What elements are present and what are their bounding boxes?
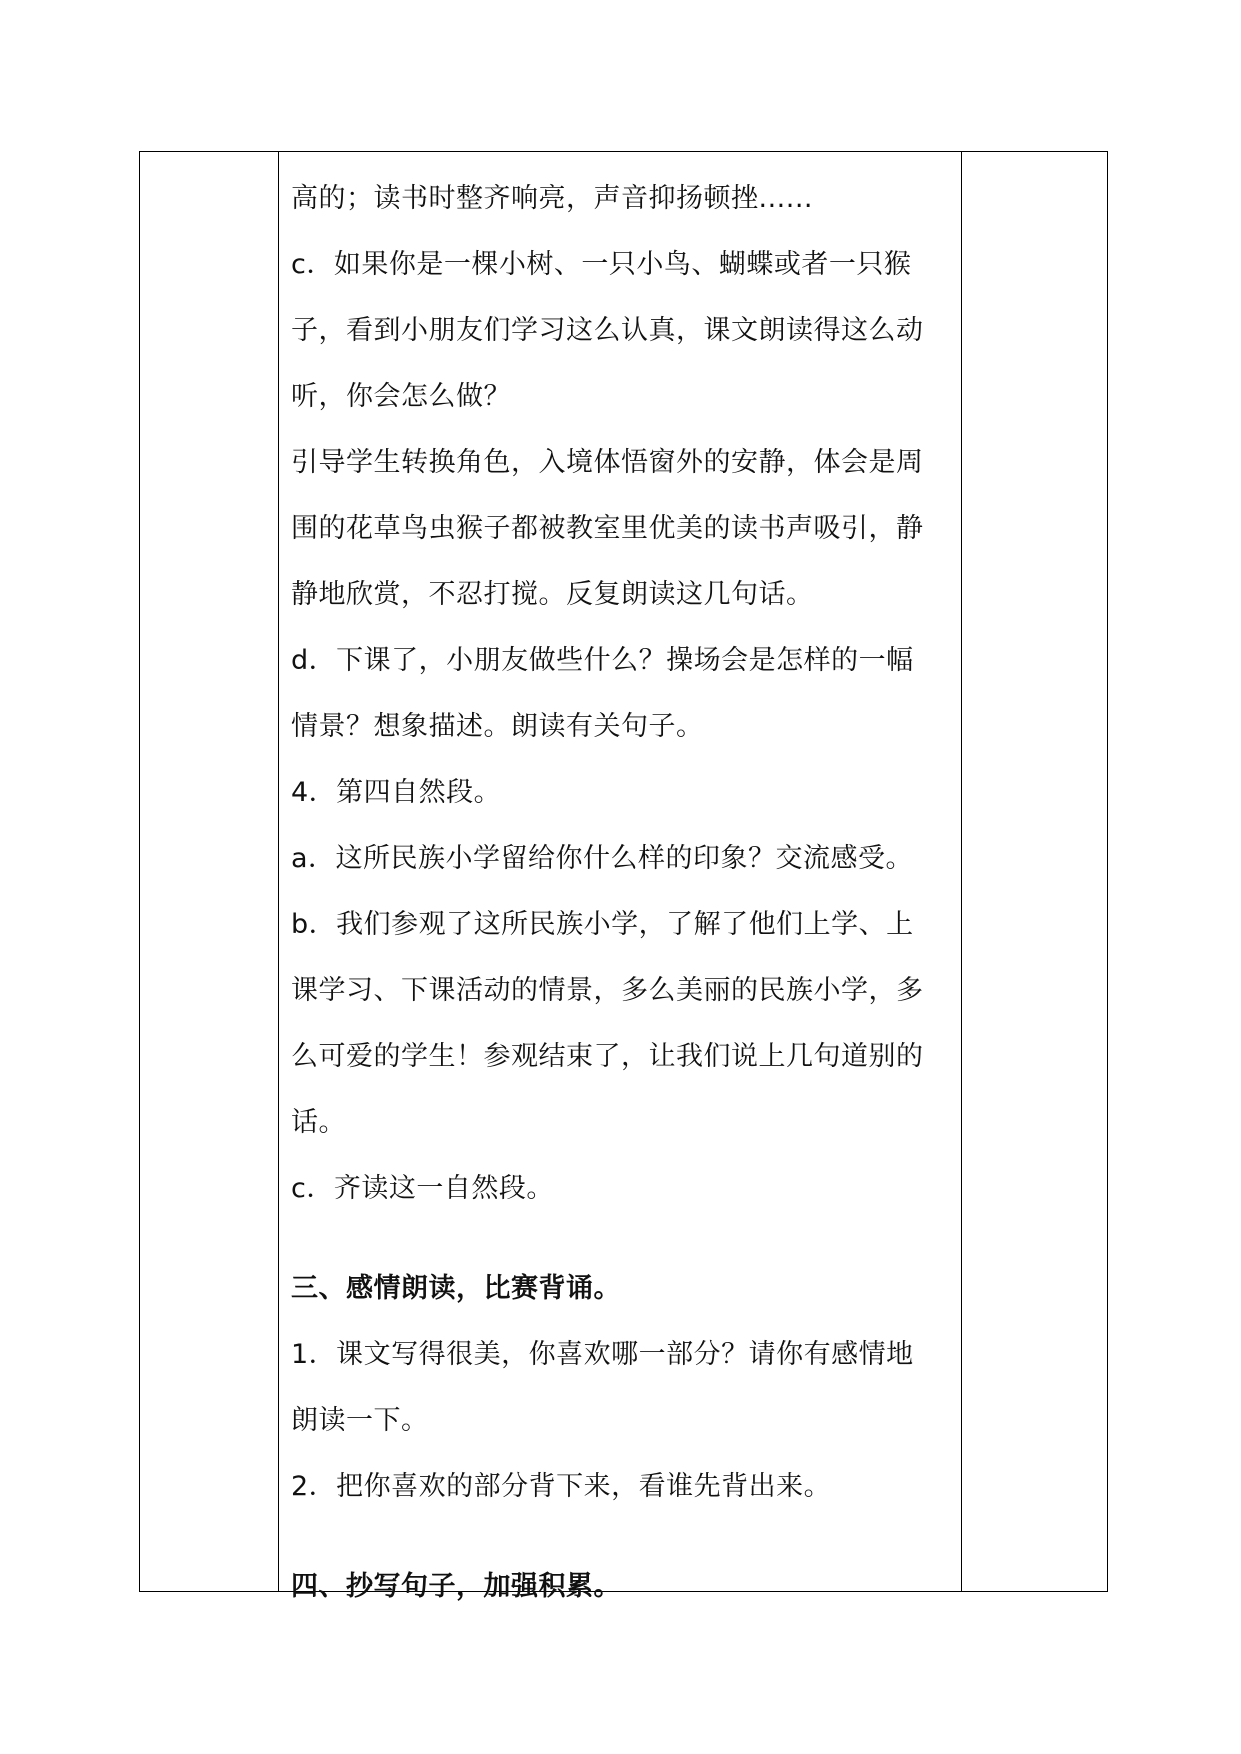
text-line: 听，你会怎么做？: [291, 381, 511, 412]
text-line: 2．把你喜欢的部分背下来，看谁先背出来。: [291, 1471, 832, 1502]
text-line: 引导学生转换角色，入境体悟窗外的安静，体会是周: [291, 447, 924, 478]
left-column-cell: [140, 152, 279, 1591]
text-line: b．我们参观了这所民族小学，了解了他们上学、上: [291, 909, 914, 940]
main-content-cell: [279, 152, 962, 1602]
text-line: 4．第四自然段。: [291, 777, 502, 808]
section-heading-4: 四、抄写句子，加强积累。: [291, 1571, 621, 1602]
section-spacer: [291, 1222, 951, 1256]
text-line: a．这所民族小学留给你什么样的印象？交流感受。: [291, 843, 914, 874]
text-line: 情景？想象描述。朗读有关句子。: [291, 711, 704, 742]
text-line: c．如果你是一棵小树、一只小鸟、蝴蝶或者一只猴: [291, 249, 912, 280]
text-line: 课学习、下课活动的情景，多么美丽的民族小学，多: [291, 975, 924, 1006]
lesson-plan-table: [139, 151, 1108, 1602]
text-line: d．下课了，小朋友做些什么？操场会是怎样的一幅: [291, 645, 914, 676]
text-line: 子，看到小朋友们学习这么认真，课文朗读得这么动: [291, 315, 924, 346]
text-line: c．齐读这一自然段。: [291, 1173, 554, 1204]
text-line: 高的；读书时整齐响亮，声音抑扬顿挫......: [291, 183, 813, 214]
text-line: 么可爱的学生！参观结束了，让我们说上几句道别的: [291, 1041, 924, 1072]
text-line: 围的花草鸟虫猴子都被教室里优美的读书声吸引，静: [291, 513, 924, 544]
section-spacer: [291, 1520, 951, 1554]
text-line: 话。: [291, 1107, 346, 1138]
text-line: 1．课文写得很美，你喜欢哪一部分？请你有感情地: [291, 1339, 914, 1370]
right-column-cell: [962, 152, 1107, 1591]
text-line: 静地欣赏，不忍打搅。反复朗读这几句话。: [291, 579, 814, 610]
text-line: 朗读一下。: [291, 1405, 429, 1436]
section-heading-3: 三、感情朗读，比赛背诵。: [291, 1273, 621, 1304]
